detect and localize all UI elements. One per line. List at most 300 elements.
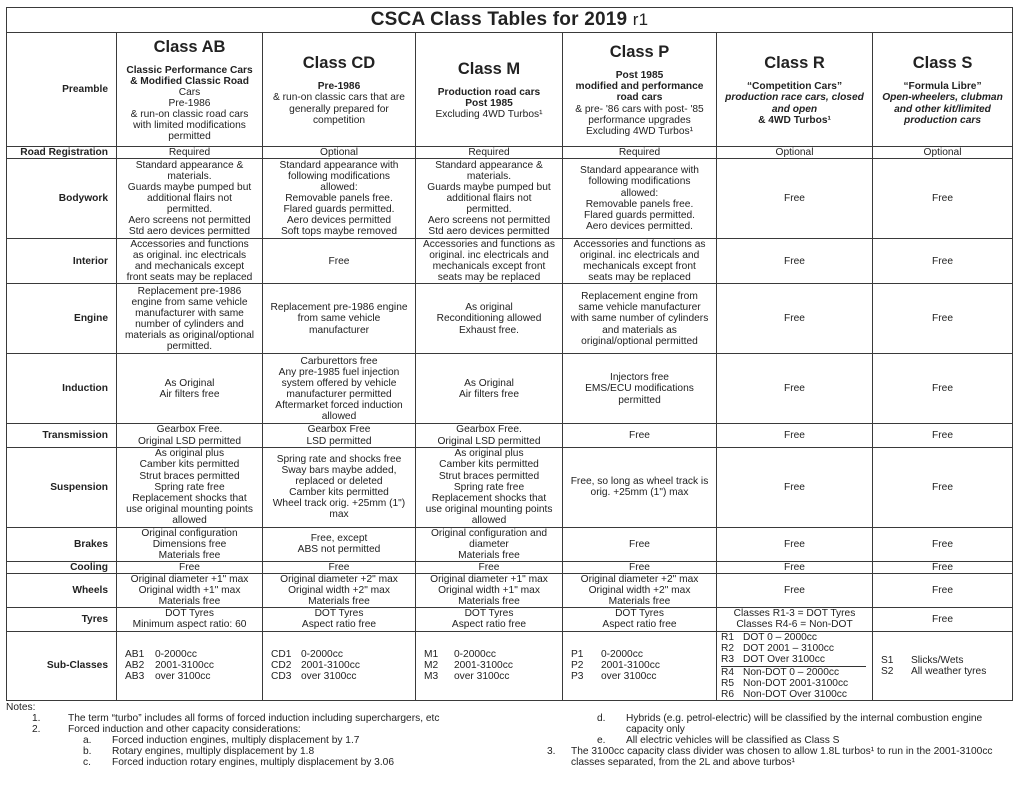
preamble-line: & Modified Classic Road: [130, 75, 249, 87]
cell-line: Free: [784, 255, 805, 267]
cell-line: DOT Tyres: [165, 608, 214, 620]
note-1: 1. The term “turbo” includes all forms of forced induction including superchargers, etc: [32, 713, 440, 725]
cell-line: Injectors free: [610, 372, 669, 384]
cell-line: Std aero devices permitted: [428, 226, 550, 238]
class-header-class-s: [873, 33, 1013, 147]
preamble-line: Pre-1986: [168, 97, 211, 109]
cell-line: Flared guards permitted.: [283, 204, 395, 216]
cell-line: Free: [932, 430, 953, 442]
preamble-line: & pre- '86 cars with post- '85: [575, 103, 704, 115]
cell-suspension-class-cd: [263, 447, 416, 527]
cell-line: allowed: [321, 411, 357, 423]
cell-line: same vehicle manufacturer: [578, 302, 701, 314]
preamble-line: permitted: [168, 131, 211, 143]
cell-line: Replacement engine from: [581, 291, 698, 303]
cell-line: As Original: [464, 377, 514, 389]
note-2: 2. Forced induction and other capacity considerations:: [32, 724, 301, 736]
subclass-range: 2001-3100cc: [155, 660, 214, 672]
cell-line: Free: [932, 561, 953, 573]
cell-line: Strut braces permitted: [438, 470, 540, 482]
subclasses-cd: [263, 631, 416, 701]
class-name: Class CD: [302, 54, 376, 73]
cell-engine-class-ab: [117, 284, 263, 354]
cell-line: Required: [468, 147, 510, 158]
cell-line: following modifications: [288, 170, 390, 182]
class-tables-page: [6, 7, 1012, 781]
cell-line: Std aero devices permitted: [128, 226, 251, 238]
cell-tyres-class-m: [416, 608, 563, 631]
preamble-line: production race cars, closed: [725, 92, 864, 104]
subclass-range: Slicks/Wets: [911, 654, 964, 666]
subclass-range: 2001-3100cc: [601, 660, 660, 672]
subclass-range: over 3100cc: [601, 671, 657, 683]
cell-line: Free: [784, 383, 805, 395]
cell-line: seats may be replaced: [588, 272, 691, 284]
cell-line: EMS/ECU modifications: [585, 383, 694, 395]
cell-line: ABS not permitted: [297, 544, 381, 556]
preamble-line: Excluding 4WD Turbos¹: [585, 125, 693, 137]
cell-suspension-class-ab: [117, 447, 263, 527]
cell-line: manufacturer permitted: [286, 388, 392, 400]
cell-line: Standard appearance with: [279, 159, 399, 171]
cell-brakes-class-m: [416, 527, 563, 561]
cell-line: Replacement pre-1986 engine: [270, 302, 408, 314]
cell-line: Air filters free: [159, 388, 220, 400]
row-cooling: [7, 561, 1013, 573]
cell-line: mechanicals except front: [583, 261, 696, 273]
cell-interior-class-p: [563, 239, 717, 284]
subclass-code: AB3: [125, 671, 145, 683]
document-title: [7, 8, 1013, 33]
subclass-code: S1: [881, 654, 894, 666]
cell-line: engine from same vehicle: [131, 296, 248, 308]
cell-line: Reconditioning allowed: [436, 313, 542, 325]
cell-suspension-class-r: [717, 447, 873, 527]
cell-line: Aftermarket forced induction: [275, 400, 403, 412]
cell-wheels-class-r: [717, 574, 873, 608]
subclass-code: M2: [424, 660, 439, 672]
subclass-item: [571, 649, 714, 660]
cell-line: permitted.: [466, 204, 512, 216]
cell-line: Optional: [775, 147, 814, 158]
class-name: Class M: [457, 59, 521, 78]
cell-line: Free: [629, 430, 650, 442]
cell-line: materials.: [167, 170, 212, 182]
cell-line: as original. inc electricals: [132, 250, 247, 262]
row-label-suspension: Suspension: [7, 447, 117, 527]
cell-line: Exhaust free.: [458, 324, 520, 336]
cell-line: system offered by vehicle: [281, 377, 397, 389]
cell-line: Soft tops maybe removed: [280, 226, 398, 238]
preamble-line: “Competition Cars”: [746, 81, 843, 93]
cell-line: Original LSD permitted: [437, 435, 541, 447]
cell-interior-class-r: [717, 239, 873, 284]
preamble-line: Pre-1986: [317, 81, 361, 93]
cell-line: Aero screens not permitted: [427, 215, 551, 227]
preamble-line: “Formula Libre”: [903, 81, 982, 93]
cell-line: diameter: [469, 538, 509, 550]
cell-road-registration-class-ab: [117, 147, 263, 159]
cell-tyres-class-s: [873, 608, 1013, 631]
notes-section: [6, 701, 1012, 781]
subclass-item: [424, 660, 560, 671]
row-label-cooling: Cooling: [7, 561, 117, 573]
cell-line: Minimum aspect ratio: 60: [132, 619, 247, 631]
cell-line: Aspect ratio free: [602, 619, 677, 631]
cell-line: DOT Tyres: [615, 608, 664, 620]
cell-line: Camber kits permitted: [139, 459, 240, 471]
cell-line: Replacement shocks that: [132, 492, 247, 504]
note-2e: e. All electric vehicles will be classified as Class S: [597, 735, 840, 747]
cell-line: Aero devices permitted.: [585, 220, 694, 232]
cell-line: As original: [465, 302, 513, 314]
cell-line: replaced or deleted: [295, 476, 383, 488]
cell-engine-class-cd: [263, 284, 416, 354]
cell-line: Original width +2" max: [288, 585, 390, 597]
cell-line: Free: [629, 561, 650, 573]
subclass-item: [424, 671, 560, 682]
cell-line: Spring rate and shocks free: [276, 453, 402, 465]
cell-line: allowed: [471, 514, 507, 526]
cell-bodywork-class-cd: [263, 159, 416, 239]
subclass-range: DOT Over 3100cc: [743, 653, 825, 665]
cell-line: As original plus: [454, 448, 524, 460]
cell-line: original. inc electricals and: [579, 250, 700, 262]
cell-line: Original diameter +1" max: [430, 574, 548, 586]
preamble-line: road cars: [616, 92, 663, 104]
subclass-item: [721, 678, 870, 689]
preamble-line: performance upgrades: [588, 114, 691, 126]
cell-line: Free: [328, 561, 350, 573]
cell-line: Spring rate free: [453, 481, 525, 493]
cell-line: Original width +2" max: [588, 585, 691, 597]
subclasses-s: [873, 631, 1013, 701]
note-2b: b. Rotary engines, multiply displacement by 1.8: [83, 746, 315, 758]
cell-cooling-class-cd: [263, 561, 416, 573]
preamble-line: and open: [771, 103, 818, 115]
preamble-line: Classic Performance Cars: [126, 64, 253, 76]
cell-line: Flared guards permitted.: [584, 209, 695, 221]
subclasses-p: [563, 631, 717, 701]
note-2c: c. Forced induction rotary engines, multiply displacement by 3.06: [83, 757, 395, 769]
subclasses-r: [717, 631, 873, 701]
class-header-class-m: [416, 33, 563, 147]
cell-line: Removable panels free.: [585, 198, 694, 210]
subclass-item: [721, 689, 870, 700]
cell-line: max: [329, 509, 349, 521]
preamble-line: Cars: [178, 86, 201, 98]
row-tyres: [7, 608, 1013, 631]
subclass-code: S2: [881, 665, 894, 677]
cell-line: with same number of cylinders: [570, 313, 709, 325]
cell-line: permitted.: [166, 204, 213, 216]
subclass-code: P1: [571, 649, 584, 661]
cell-line: and mechanicals except: [134, 261, 245, 273]
cell-road-registration-class-s: [873, 147, 1013, 159]
subclass-code: R3: [721, 653, 735, 665]
cell-line: Free: [784, 313, 805, 325]
cell-suspension-class-m: [416, 447, 563, 527]
subclass-range: 2001-3100cc: [301, 660, 360, 672]
subclass-range: Non-DOT Over 3100cc: [743, 688, 847, 700]
cell-brakes-class-ab: [117, 527, 263, 561]
cell-line: Optional: [923, 147, 962, 158]
cell-induction-class-r: [717, 354, 873, 424]
cell-cooling-class-r: [717, 561, 873, 573]
subclass-item: [881, 655, 1010, 666]
preamble-line: competition: [312, 114, 366, 126]
cell-line: and materials as: [602, 324, 677, 336]
cell-brakes-class-p: [563, 527, 717, 561]
subclasses-ab: [117, 631, 263, 701]
subclass-range: 2001-3100cc: [454, 660, 513, 672]
note-3-cont: classes separated, from the 2L and above turbos¹: [571, 757, 795, 769]
row-induction: [7, 354, 1013, 424]
cell-cooling-class-ab: [117, 561, 263, 573]
subclass-range: 0-2000cc: [601, 649, 643, 661]
cell-line: Original diameter +2" max: [280, 574, 398, 586]
subclass-item: [424, 649, 560, 660]
notes-heading: Notes:: [6, 702, 36, 714]
cell-line: DOT Tyres: [314, 608, 364, 620]
cell-line: manufacturer: [308, 324, 370, 336]
cell-wheels-class-m: [416, 574, 563, 608]
subclass-range: over 3100cc: [454, 671, 510, 683]
cell-line: Free: [784, 481, 805, 493]
subclass-range: 0-2000cc: [454, 649, 496, 661]
cell-line: Aero devices permitted: [286, 215, 392, 227]
row-label-bodywork: Bodywork: [7, 159, 117, 239]
cell-line: Spring rate free: [154, 481, 225, 493]
row-interior: [7, 239, 1013, 284]
cell-line: Materials free: [458, 549, 520, 561]
cell-line: Sway bars maybe added,: [281, 464, 397, 476]
cell-line: seats may be replaced: [437, 272, 541, 284]
cell-line: additional flairs not: [446, 193, 532, 205]
cell-line: Free: [179, 561, 200, 573]
subclass-code: CD3: [271, 671, 292, 683]
cell-line: As Original: [164, 377, 215, 389]
cell-line: LSD permitted: [306, 435, 372, 447]
cell-line: Gearbox Free.: [156, 424, 223, 436]
preamble-line: Excluding 4WD Turbos¹: [435, 109, 543, 121]
cell-transmission-class-p: [563, 424, 717, 447]
subclass-code: P2: [571, 660, 584, 672]
class-header-class-ab: [117, 33, 263, 147]
cell-line: Materials free: [458, 596, 520, 608]
subclass-code: R1: [721, 631, 735, 643]
cell-line: Accessories and functions: [130, 239, 249, 251]
cell-interior-class-cd: [263, 239, 416, 284]
cell-line: Replacement pre-1986: [137, 285, 242, 297]
cell-line: Free: [784, 430, 805, 442]
cell-line: materials.: [466, 170, 512, 182]
cell-induction-class-m: [416, 354, 563, 424]
subclass-item: [721, 632, 870, 643]
cell-bodywork-class-s: [873, 159, 1013, 239]
cell-line: following modifications: [588, 176, 691, 188]
subclass-code: CD2: [271, 660, 292, 672]
subclasses-m: [416, 631, 563, 701]
cell-line: number of cylinders and: [135, 318, 244, 330]
note-2d-cont: capacity only: [626, 724, 685, 736]
cell-line: use original mounting points: [425, 503, 553, 515]
title-main: CSCA Class Tables for 2019: [370, 9, 628, 30]
cell-line: Gearbox Free: [307, 424, 371, 436]
preamble-line: Production road cars: [437, 86, 541, 98]
cell-cooling-class-p: [563, 561, 717, 573]
cell-line: additional flairs not: [147, 193, 232, 205]
cell-line: Free: [932, 193, 953, 205]
subclass-code: R5: [721, 677, 735, 689]
preamble-line: production cars: [904, 114, 981, 126]
cell-line: mechanicals except front: [432, 261, 546, 273]
row-label-brakes: Brakes: [7, 527, 117, 561]
subclass-range: over 3100cc: [301, 671, 357, 683]
class-table: [6, 7, 1013, 701]
cell-interior-class-m: [416, 239, 563, 284]
cell-line: Free: [932, 255, 953, 267]
cell-line: Strut braces permitted: [139, 470, 240, 482]
cell-line: Aero screens not permitted: [128, 215, 251, 227]
cell-induction-class-cd: [263, 354, 416, 424]
cell-line: Classes R4-6 = Non-DOT: [736, 619, 853, 631]
cell-line: front seats may be replaced: [126, 272, 253, 284]
cell-line: Free: [932, 481, 953, 493]
cell-brakes-class-cd: [263, 527, 416, 561]
class-header-class-cd: [263, 33, 416, 147]
cell-line: Free, except: [310, 533, 368, 545]
cell-line: allowed:: [320, 181, 358, 193]
class-name: Class R: [764, 54, 825, 73]
row-label-interior: Interior: [7, 239, 117, 284]
row-engine: [7, 284, 1013, 354]
preamble-line: & run-on classic road cars: [130, 109, 249, 121]
subclass-item: [125, 671, 260, 682]
class-header-class-r: [717, 33, 873, 147]
row-label-transmission: Transmission: [7, 424, 117, 447]
cell-line: Original configuration and: [430, 527, 548, 539]
cell-line: allowed:: [620, 187, 659, 199]
cell-transmission-class-ab: [117, 424, 263, 447]
cell-line: permitted.: [166, 341, 213, 353]
cell-line: Materials free: [308, 596, 370, 608]
preamble-line: Post 1985: [465, 97, 513, 109]
cell-line: Materials free: [608, 596, 671, 608]
subclass-range: over 3100cc: [155, 671, 211, 683]
cell-line: Original LSD permitted: [137, 435, 242, 447]
cell-tyres-class-ab: [117, 608, 263, 631]
cell-line: Materials free: [158, 549, 221, 561]
cell-line: Wheel track orig. +25mm (1"): [272, 498, 406, 510]
cell-line: Free: [328, 255, 350, 267]
subclasses-r-nondot: [721, 667, 870, 700]
cell-line: Accessories and functions as: [423, 239, 555, 251]
cell-induction-class-ab: [117, 354, 263, 424]
preamble-line: generally prepared for: [289, 103, 389, 115]
cell-cooling-class-m: [416, 561, 563, 573]
cell-line: Standard appearance with: [580, 165, 699, 177]
subclass-code: M3: [424, 671, 439, 683]
cell-interior-class-s: [873, 239, 1013, 284]
preamble-line: Post 1985: [615, 70, 664, 82]
cell-transmission-class-s: [873, 424, 1013, 447]
cell-line: Original diameter +1" max: [130, 574, 249, 586]
cell-line: Free: [932, 585, 953, 597]
subclass-code: P3: [571, 671, 584, 683]
cell-line: Standard appearance &: [135, 159, 244, 171]
cell-line: Optional: [320, 147, 358, 158]
cell-wheels-class-cd: [263, 574, 416, 608]
cell-line: Original width +1" max: [138, 585, 241, 597]
cell-induction-class-p: [563, 354, 717, 424]
subclass-code: R4: [721, 666, 735, 678]
cell-line: from same vehicle: [297, 313, 381, 325]
note-3: 3. The 3100cc capacity class divider was chosen to allow 1.8L turbos¹ to run in the 2001-3100cc: [547, 746, 993, 758]
cell-bodywork-class-m: [416, 159, 563, 239]
cell-line: original/optional permitted: [581, 335, 698, 347]
cell-line: use original mounting points: [126, 503, 253, 515]
preamble-line: & run-on classic cars that are: [273, 92, 405, 104]
row-label-road-registration: Road Registration: [7, 147, 117, 159]
subclass-code: M1: [424, 649, 439, 661]
cell-line: Free: [784, 193, 805, 205]
subclass-code: R6: [721, 688, 735, 700]
cell-suspension-class-s: [873, 447, 1013, 527]
cell-line: Carburettors free: [300, 355, 378, 367]
subclass-range: 0-2000cc: [301, 649, 343, 661]
cell-road-registration-class-r: [717, 147, 873, 159]
subclass-code: R2: [721, 642, 735, 654]
cell-line: original. inc electricals and: [429, 250, 549, 262]
cell-induction-class-s: [873, 354, 1013, 424]
cell-line: Replacement shocks that: [431, 492, 547, 504]
cell-tyres-class-r: [717, 608, 873, 631]
class-name: Class P: [609, 43, 670, 62]
row-brakes: [7, 527, 1013, 561]
subclass-item: [721, 667, 870, 678]
subclass-range: DOT 0 – 2000cc: [743, 631, 817, 643]
cell-line: orig. +25mm (1") max: [590, 487, 689, 499]
cell-interior-class-ab: [117, 239, 263, 284]
subclass-range: Non-DOT 2001-3100cc: [743, 677, 849, 689]
cell-tyres-class-p: [563, 608, 717, 631]
cell-line: Camber kits permitted: [289, 487, 389, 499]
cell-line: Original diameter +2" max: [580, 574, 699, 586]
row-label-engine: Engine: [7, 284, 117, 354]
subclass-item: [271, 649, 413, 660]
cell-road-registration-class-cd: [263, 147, 416, 159]
cell-line: As original plus: [154, 448, 225, 460]
cell-cooling-class-s: [873, 561, 1013, 573]
cell-line: Dimensions free: [152, 538, 227, 550]
cell-line: Any pre-1985 fuel injection: [278, 366, 400, 378]
cell-road-registration-class-p: [563, 147, 717, 159]
subclass-item: [571, 671, 714, 682]
cell-line: Required: [618, 147, 661, 158]
cell-line: Free: [932, 538, 953, 550]
preamble-line: modified and performance: [575, 81, 704, 93]
subclass-range: DOT 2001 – 3100cc: [743, 642, 834, 654]
cell-transmission-class-r: [717, 424, 873, 447]
preamble-line: and other kit/limited: [894, 103, 991, 115]
class-name: Class AB: [153, 37, 226, 56]
subclass-code: CD1: [271, 649, 292, 661]
subclass-code: AB1: [125, 649, 145, 661]
cell-line: Camber kits permitted: [439, 459, 539, 471]
cell-wheels-class-ab: [117, 574, 263, 608]
title-revision: r1: [632, 10, 649, 29]
